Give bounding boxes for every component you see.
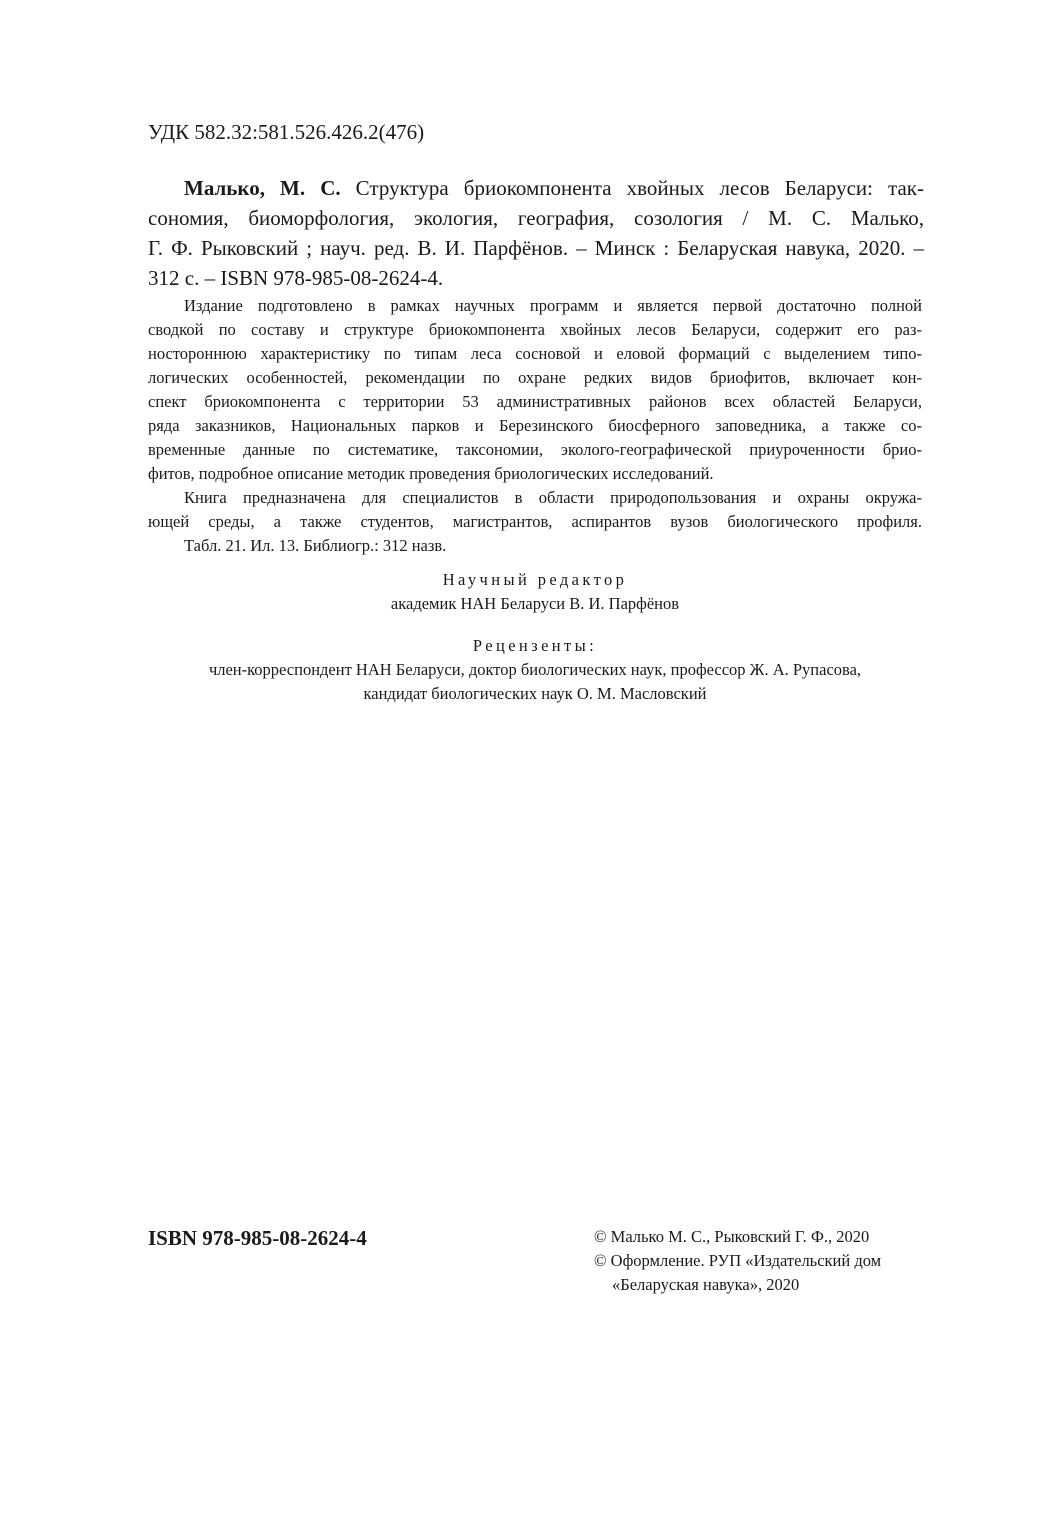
reviewer-2: кандидат биологических наук О. М. Масловский bbox=[363, 684, 707, 703]
audience-line: ющей среды, а также студентов, магистрантов, аспирантов вузов биологического профиля. bbox=[148, 512, 922, 531]
isbn: ISBN 978-985-08-2624-4 bbox=[148, 1226, 367, 1250]
abstract-line: Издание подготовлено в рамках научных программ и является первой достаточно полной bbox=[184, 296, 922, 315]
audience-line: Книга предназначена для специалистов в области природопользования и охраны окружа- bbox=[184, 488, 922, 507]
biblio-line-2: сономия, биоморфология, экология, география, созология / М. С. Малько, bbox=[148, 206, 924, 230]
bibliographic-description bbox=[148, 175, 924, 295]
stats-line: Табл. 21. Ил. 13. Библиогр.: 312 назв. bbox=[184, 536, 447, 555]
abstract-line: логических особенностей, рекомендации по охране редких видов бриофитов, включает кон- bbox=[148, 368, 922, 387]
copyright-block bbox=[594, 1225, 934, 1297]
abstract bbox=[148, 294, 922, 558]
biblio-line-4: 312 с. – ISBN 978-985-08-2624-4. bbox=[148, 266, 444, 290]
abstract-line: фитов, подробное описание методик проведения бриологических исследований. bbox=[148, 464, 714, 483]
author-name: Малько, М. С. bbox=[184, 176, 341, 200]
udk-code: УДК 582.32:581.526.426.2(476) bbox=[148, 120, 425, 144]
reviewer-1: член-корреспондент НАН Беларуси, доктор биологических наук, профессор Ж. А. Рупасова, bbox=[208, 660, 862, 679]
reviewers bbox=[148, 634, 922, 706]
abstract-line: сводкой по составу и структуре бриокомпонента хвойных лесов Беларуси, содержит его раз- bbox=[148, 320, 922, 339]
abstract-line: ряда заказников, Национальных парков и Березинского биосферного заповедника, а также со- bbox=[148, 416, 922, 435]
abstract-line: временные данные по систематике, таксономии, эколого-географической приуроченности брио- bbox=[148, 440, 922, 459]
copyright-authors: © Малько М. С., Рыковский Г. Ф., 2020 bbox=[594, 1227, 870, 1246]
biblio-line-1 bbox=[148, 175, 924, 205]
editor-heading: Научный редактор bbox=[442, 570, 628, 589]
copyright-publisher: «Беларуская навука», 2020 bbox=[612, 1275, 800, 1294]
editor-name: академик НАН Беларуси В. И. Парфёнов bbox=[390, 594, 680, 613]
copyright-design: © Оформление. РУП «Издательский дом bbox=[594, 1251, 882, 1270]
abstract-line: спект бриокомпонента с территории 53 административных районов всех областей Беларуси, bbox=[148, 392, 922, 411]
reviewers-heading: Рецензенты: bbox=[472, 636, 598, 655]
biblio-line-3: Г. Ф. Рыковский ; науч. ред. В. И. Парфёнов. – Минск : Беларуская навука, 2020. – bbox=[148, 236, 924, 260]
scientific-editor bbox=[148, 568, 922, 616]
book-title-start: Структура бриокомпонента хвойных лесов Беларуси: так- bbox=[340, 176, 925, 200]
abstract-line: ностороннюю характеристику по типам леса сосновой и еловой формаций с выделением типо- bbox=[148, 344, 922, 363]
